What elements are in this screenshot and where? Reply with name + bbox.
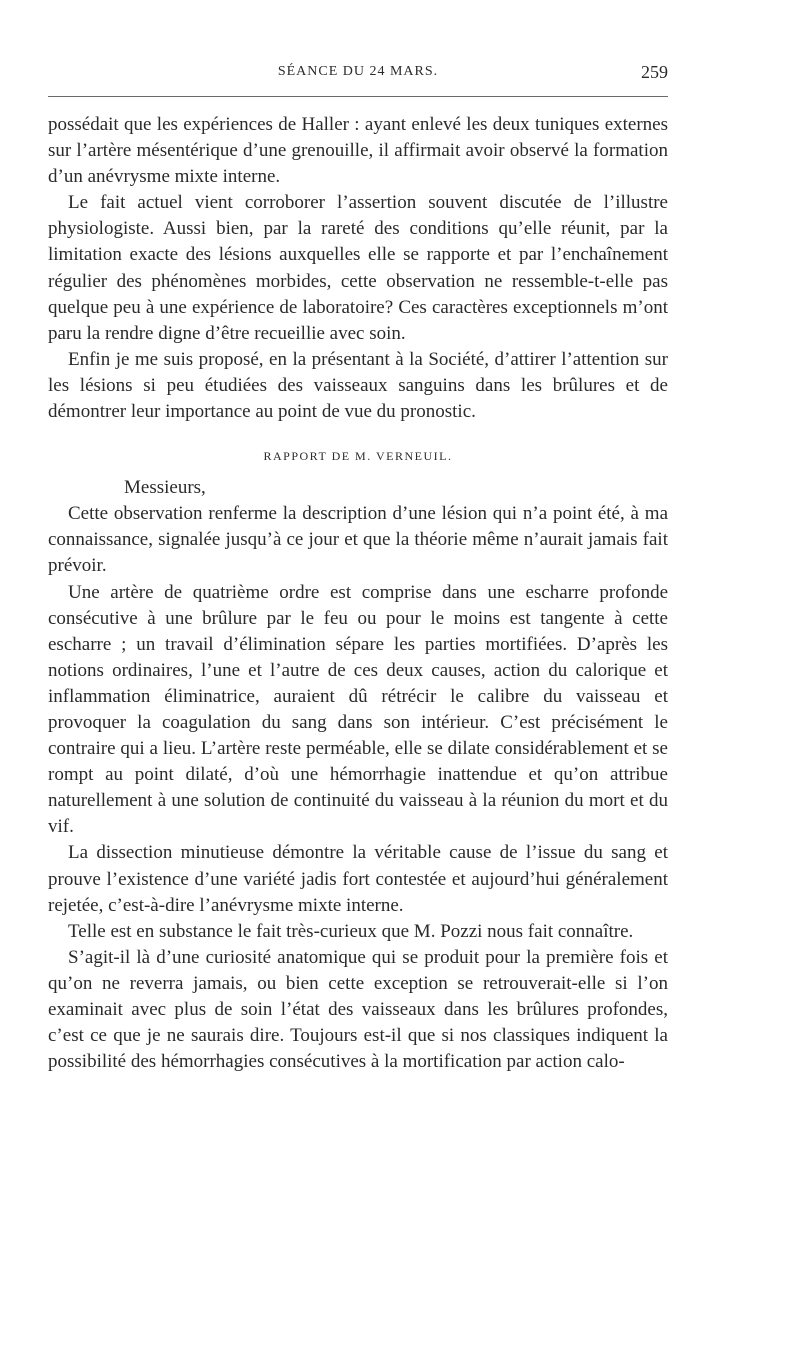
paragraph: Une artère de quatrième ordre est comprise dans une escharre profonde consécutive à une brûlure par le feu ou pour le moins est tangente à cette escharre ; un travail d’élimination sépare les parties mortifiées. D’après les notions ordinaires, l’une et l’autre de ces deux causes, action du calorique et inflammation éliminatrice, auraient dû rétrécir le calibre du vaisseau et provoquer la coagulation du sang dans son intérieur. C’est précisément le contraire qui a lieu. L’artère reste perméable, elle se dilate considérablement et se rompt au point dilaté, d’où une hémorrhagie inattendue et qu’on attribue naturellement à une solution de continuité du vaisseau à la réunion du mort et du vif. [48, 581, 668, 838]
body-text [48, 112, 668, 1075]
paragraph: Telle est en substance le fait très-curieux que M. Pozzi nous fait connaître. [68, 920, 634, 942]
paragraph-continuation: possédait que les expériences de Haller : ayant enlevé les deux tuniques externes sur l’artère mésentérique d’une grenouille, il affirmait avoir observé la formation d’un anévrysme mixte interne. [48, 114, 668, 188]
running-head [48, 60, 668, 90]
page-number: 259 [641, 62, 668, 82]
book-page [48, 0, 668, 1359]
paragraph: Enfin je me suis proposé, en la présentant à la Société, d’attirer l’attention sur les lésions si peu étudiées des vaisseaux sanguins dans les brûlures et de démontrer leur importance au point de vue du pronostic. [48, 348, 668, 423]
paragraph: Le fait actuel vient corroborer l’assertion souvent discutée de l’illustre physiologiste. Aussi bien, par la rareté des conditions qu’elle réunit, par la limitation exacte des lésions auxquelles elle se rapporte et par l’enchaînement régulier des phénomènes morbides, cette observation ne ressemble-t-elle pas quelque peu à une expérience de laboratoire? Ces caractères exceptionnels m’ont paru la rendre digne d’être recueillie avec soin. [48, 192, 668, 344]
paragraph: S’agit-il là d’une curiosité anatomique qui se produit pour la première fois et qu’on ne reverra jamais, ou bien cette exception se retrouverait-elle si l’on examinait avec plus de soin l’état des vaisseaux dans les brûlures profondes, c’est ce que je ne saurais dire. Toujours est-il que si nos classiques indiquent la possibilité des hémorrhagies consécutives à la mortification par action calo- [48, 946, 668, 1073]
paragraph: La dissection minutieuse démontre la véritable cause de l’issue du sang et prouve l’existence d’une variété jadis fort contestée et aujourd’hui généralement rejetée, c’est-à-dire l’anévrysme mixte interne. [48, 842, 668, 916]
salutation: Messieurs, [124, 477, 206, 499]
paragraph: Cette observation renferme la description d’une lésion qui n’a point été, à ma connaissance, signalée jusqu’à ce jour et que la théorie même n’aurait jamais fait prévoir. [48, 503, 668, 577]
running-title: SÉANCE DU 24 MARS. [277, 64, 439, 79]
header-rule [48, 96, 668, 97]
report-heading: RAPPORT DE M. VERNEUIL. [263, 449, 453, 464]
